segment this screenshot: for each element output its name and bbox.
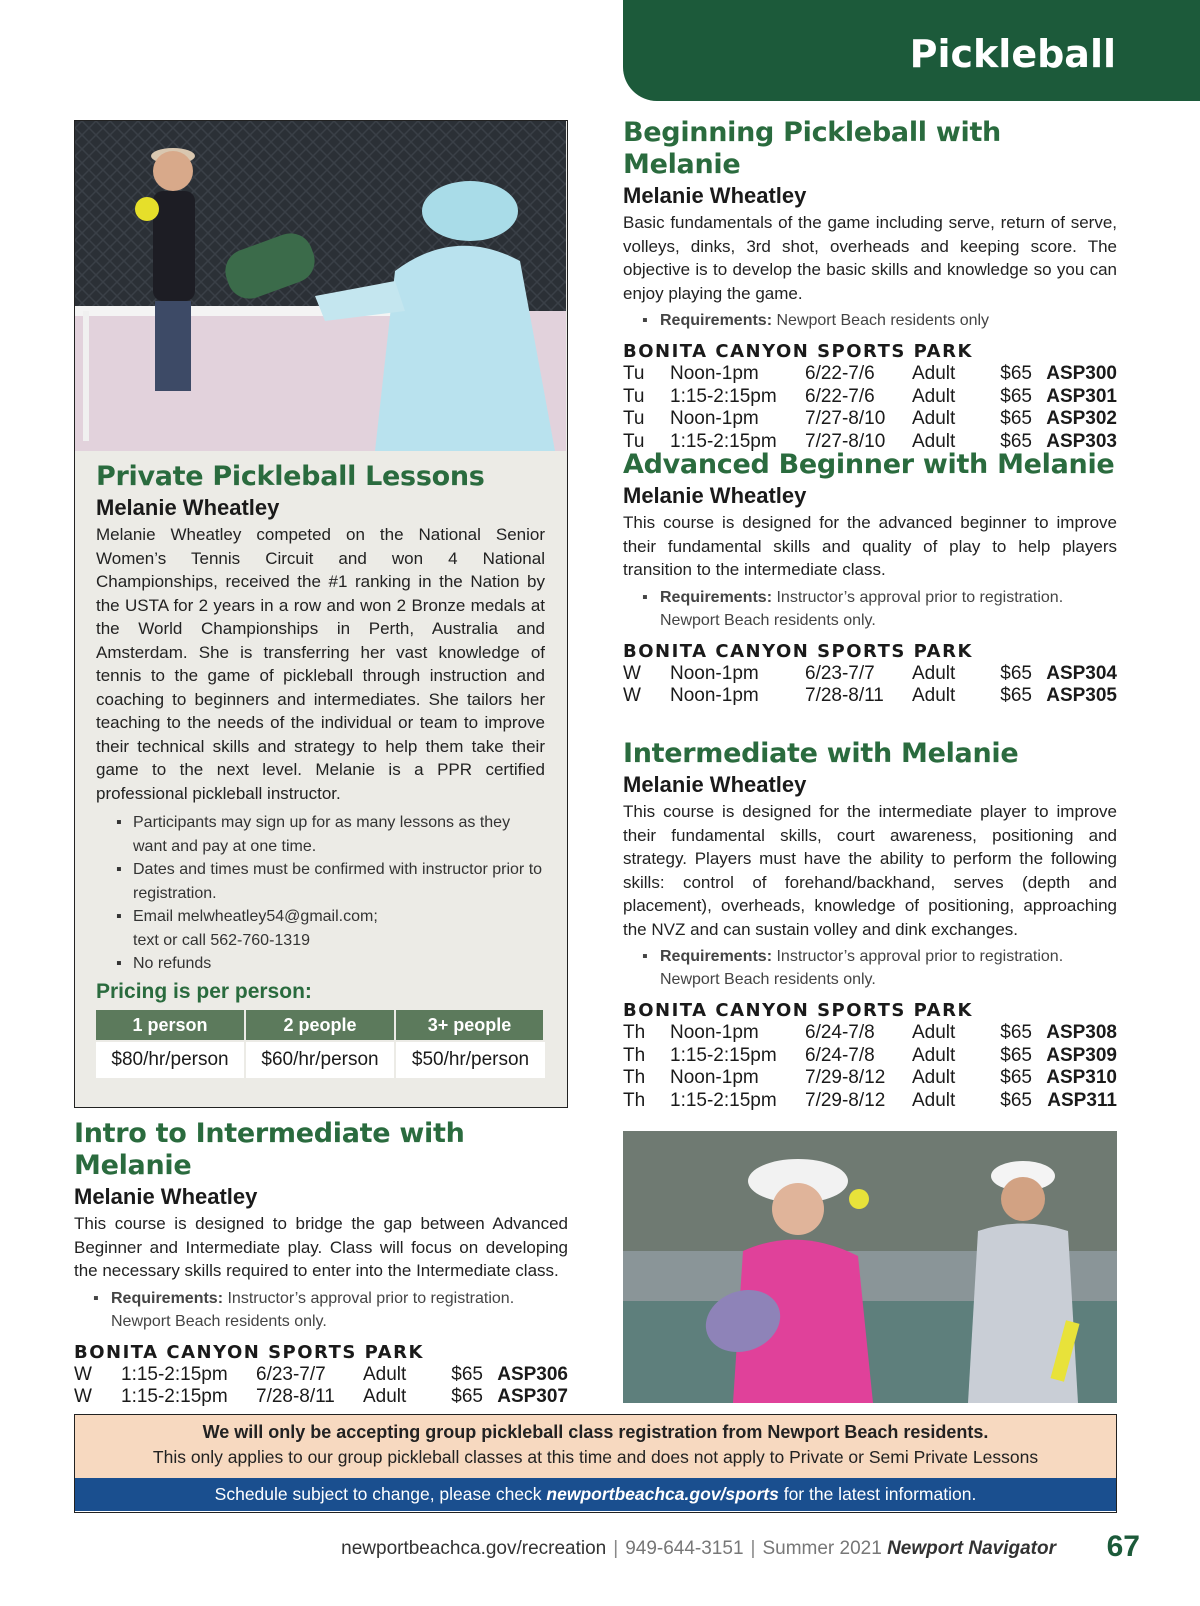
pricing-value: $60/hr/person (246, 1042, 396, 1078)
schedule-row (623, 408, 1117, 431)
schedule-notice (75, 1478, 1116, 1511)
schedule-age: Adult (912, 408, 956, 429)
schedule-code: ASP303 (1046, 430, 1117, 452)
schedule-code: ASP309 (1046, 1044, 1117, 1066)
requirements-text: Instructor’s approval prior to registration. (776, 588, 1064, 606)
beginning-section (623, 117, 1117, 453)
schedule-time: 1:15-2:15pm (670, 1089, 777, 1111)
schedule-dates: 6/24-7/8 (805, 1022, 875, 1043)
schedule-dates: 6/22-7/6 (805, 363, 875, 384)
schedule-age: Adult (912, 685, 956, 706)
schedule-code: ASP305 (1046, 685, 1117, 706)
beginning-requirements (623, 309, 1117, 332)
schedule-row (74, 1386, 568, 1409)
schedule-dates: 7/27-8/10 (805, 430, 886, 452)
intermediate-description: This course is designed for the intermediate player to improve their fundamental skills, court awareness, positioning and strategy. Players must have the ability to perform the following skills: control of forehand/backhand, serves (depth and placement), overheads, knowledge of positioning, approaching the NVZ and can sustain volley and dink exchanges. (623, 802, 1117, 939)
schedule-price: $65 (1000, 385, 1032, 407)
schedule-time: 1:15-2:15pm (670, 430, 777, 452)
private-lessons-title: Private Pickleball Lessons (96, 461, 485, 492)
schedule-code: ASP308 (1046, 1022, 1117, 1043)
schedule-code: ASP301 (1046, 385, 1117, 407)
requirements-text-2: Newport Beach residents only. (660, 611, 876, 629)
pickleball-players-photo (75, 121, 566, 451)
advanced-beginner-description: This course is designed for the advanced beginner to improve their fundamental skills and quality of play to help players transition to the intermediate class. (623, 513, 1117, 579)
schedule-dates: 7/27-8/10 (805, 408, 886, 429)
beginning-instructor: Melanie Wheatley (623, 183, 807, 208)
requirements-label: Requirements: (660, 948, 773, 965)
intro-intermediate-title: Intro to Intermediate with Melanie (74, 1118, 465, 1181)
beginning-title: Beginning Pickleball with Melanie (623, 117, 1001, 180)
schedule-price: $65 (1000, 1067, 1032, 1088)
schedule-age: Adult (912, 430, 956, 452)
location-label: BONITA CANYON SPORTS PARK (623, 341, 973, 362)
schedule-day: Tu (623, 408, 645, 429)
intermediate-title: Intermediate with Melanie (623, 738, 1019, 769)
schedule-code: ASP311 (1047, 1089, 1117, 1111)
schedule-time: Noon-1pm (670, 662, 759, 684)
location-label: BONITA CANYON SPORTS PARK (623, 640, 973, 662)
schedule-price: $65 (1000, 1044, 1032, 1066)
schedule-day: Th (623, 1044, 646, 1066)
list-item: ▪ No refunds (96, 952, 545, 976)
schedule-price: $65 (1000, 685, 1032, 706)
footer-season: Summer 2021 (762, 1538, 882, 1559)
schedule-time: 1:15-2:15pm (121, 1386, 228, 1407)
schedule-price: $65 (1000, 430, 1032, 452)
schedule-table (623, 363, 1117, 453)
pricing-value: $50/hr/person (396, 1042, 545, 1078)
pricing-header: 2 people (246, 1010, 396, 1040)
schedule-row (623, 1045, 1117, 1068)
schedule-time: Noon-1pm (670, 685, 759, 706)
schedule-day: Tu (623, 363, 645, 384)
page-number: 67 (1106, 1530, 1140, 1563)
schedule-day: W (623, 662, 641, 684)
schedule-dates: 7/28-8/11 (256, 1386, 335, 1407)
schedule-dates: 6/22-7/6 (805, 385, 875, 407)
schedule-row (623, 1090, 1117, 1113)
schedule-price: $65 (1000, 363, 1032, 384)
advanced-beginner-requirements (623, 586, 1117, 632)
schedule-age: Adult (912, 662, 956, 684)
requirements-text-2: Newport Beach residents only. (111, 1312, 327, 1330)
schedule-time: 1:15-2:15pm (670, 1044, 777, 1066)
schedule-day: Th (623, 1089, 646, 1111)
schedule-day: Tu (623, 430, 645, 452)
schedule-age: Adult (912, 1089, 956, 1111)
schedule-age: Adult (912, 1067, 956, 1088)
schedule-age: Adult (912, 363, 956, 384)
pricing-table (96, 1010, 545, 1078)
intro-intermediate-instructor: Melanie Wheatley (74, 1184, 258, 1209)
schedule-day: W (74, 1363, 92, 1385)
intermediate-section (623, 738, 1117, 1112)
schedule-row (623, 1022, 1117, 1045)
schedule-time: 1:15-2:15pm (121, 1363, 228, 1385)
residents-notice-line1: We will only be accepting group pickleball class registration from Newport Beach residents. (202, 1422, 989, 1442)
schedule-time: Noon-1pm (670, 1067, 759, 1088)
list-item (96, 905, 545, 952)
schedule-price: $65 (1000, 408, 1032, 429)
schedule-code: ASP307 (497, 1386, 568, 1407)
schedule-notice-post: for the latest information. (778, 1484, 977, 1504)
residents-notice-banner (74, 1414, 1117, 1513)
schedule-age: Adult (912, 1044, 956, 1066)
footer-url[interactable]: newportbeachca.gov/recreation (341, 1538, 607, 1559)
schedule-dates: 7/29-8/12 (805, 1067, 886, 1088)
section-title: Pickleball (909, 32, 1116, 76)
requirements-text: Newport Beach residents only (776, 312, 990, 329)
pricing-header: 3+ people (396, 1010, 545, 1040)
schedule-table (623, 663, 1117, 708)
private-lessons-instructor: Melanie Wheatley (96, 495, 280, 520)
beginning-description: Basic fundamentals of the game including serve, return of serve, volleys, dinks, 3rd shot, overheads and keeping score. The objective is to develop the basic skills and knowledge so you can enjoy playing the game. (623, 213, 1117, 303)
schedule-age: Adult (912, 385, 956, 407)
schedule-dates: 6/24-7/8 (805, 1044, 875, 1066)
requirements-label: Requirements: (111, 1289, 224, 1307)
schedule-price: $65 (1000, 1022, 1032, 1043)
schedule-code: ASP302 (1046, 408, 1117, 429)
schedule-day: W (74, 1386, 92, 1407)
footer-line: newportbeachca.gov/recreation | 949-644-3151 | Summer 2021 Newport Navigator (341, 1538, 1056, 1559)
intro-intermediate-section (74, 1118, 568, 1409)
schedule-age: Adult (912, 1022, 956, 1043)
list-item: ▪ Dates and times must be confirmed with instructor prior to registration. (96, 858, 545, 905)
schedule-price: $65 (1000, 662, 1032, 684)
schedule-time: Noon-1pm (670, 1022, 759, 1043)
residents-notice-line2: This only applies to our group pickleball classes at this time and does not apply to Private or Semi Private Lessons (152, 1447, 1039, 1467)
requirements-label: Requirements: (660, 588, 773, 606)
pickleball-players-photo-2 (623, 1131, 1117, 1403)
residents-notice (75, 1415, 1116, 1478)
email-contact[interactable]: Email melwheatley54@gmail.com; (133, 908, 378, 925)
schedule-age: Adult (363, 1386, 407, 1407)
intro-intermediate-requirements (74, 1287, 568, 1333)
schedule-row (623, 386, 1117, 409)
private-lessons-box (74, 120, 568, 1108)
schedule-code: ASP310 (1046, 1067, 1117, 1088)
intermediate-instructor: Melanie Wheatley (623, 772, 807, 797)
schedule-day: Th (623, 1022, 646, 1043)
advanced-beginner-section (623, 449, 1117, 708)
schedule-time: Noon-1pm (670, 363, 759, 384)
schedule-row (74, 1364, 568, 1387)
requirements-label: Requirements: (660, 312, 773, 329)
schedule-dates: 7/28-8/11 (805, 685, 884, 706)
private-lessons-content (96, 461, 545, 1078)
list-item: ▪ Participants may sign up for as many lessons as they want and pay at one time. (96, 811, 545, 858)
pricing-title: Pricing is per person: (96, 979, 312, 1003)
page-footer (260, 1530, 1140, 1570)
location-label: BONITA CANYON SPORTS PARK (623, 1000, 973, 1021)
schedule-code: ASP304 (1046, 662, 1117, 684)
schedule-row (623, 685, 1117, 708)
schedule-row (623, 663, 1117, 686)
schedule-day: Th (623, 1067, 646, 1088)
schedule-price: $65 (1000, 1089, 1032, 1111)
schedule-table (623, 1022, 1117, 1112)
schedule-code: ASP300 (1046, 363, 1117, 384)
pricing-value: $80/hr/person (96, 1042, 246, 1078)
schedule-row (623, 363, 1117, 386)
phone-contact: text or call 562-760-1319 (133, 931, 310, 949)
schedule-age: Adult (363, 1363, 407, 1385)
requirements-text: Instructor’s approval prior to registration. (776, 948, 1064, 965)
schedule-row (623, 1067, 1117, 1090)
schedule-day: Tu (623, 385, 645, 407)
schedule-price: $65 (451, 1386, 483, 1407)
schedule-table (74, 1364, 568, 1409)
advanced-beginner-instructor: Melanie Wheatley (623, 483, 807, 508)
schedule-day: W (623, 685, 641, 706)
sports-link[interactable]: newportbeachca.gov/sports (546, 1484, 779, 1504)
location-label: BONITA CANYON SPORTS PARK (74, 1341, 424, 1363)
schedule-code: ASP306 (497, 1363, 568, 1385)
footer-publication: Newport Navigator (887, 1538, 1056, 1559)
intermediate-requirements (623, 945, 1117, 991)
schedule-price: $65 (451, 1363, 483, 1385)
requirements-text-2: Newport Beach residents only. (660, 971, 876, 988)
schedule-time: Noon-1pm (670, 408, 759, 429)
footer-phone: 949-644-3151 (625, 1538, 744, 1559)
schedule-dates: 6/23-7/7 (256, 1363, 326, 1385)
schedule-dates: 7/29-8/12 (805, 1089, 886, 1111)
section-header-tab (623, 0, 1200, 101)
schedule-notice-pre: Schedule subject to change, please check (214, 1484, 547, 1504)
schedule-dates: 6/23-7/7 (805, 662, 875, 684)
private-lessons-bullets (96, 811, 545, 976)
advanced-beginner-title: Advanced Beginner with Melanie (623, 449, 1115, 480)
pricing-header: 1 person (96, 1010, 246, 1040)
intro-intermediate-description: This course is designed to bridge the gap between Advanced Beginner and Intermediate play. Class will focus on developing the necessary skills required to enter into the Intermediate class. (74, 1214, 568, 1280)
schedule-time: 1:15-2:15pm (670, 385, 777, 407)
requirements-text: Instructor’s approval prior to registration. (227, 1289, 515, 1307)
private-lessons-description: Melanie Wheatley competed on the National Senior Women’s Tennis Circuit and won 4 National Championships, received the #1 ranking in the Nation by the USTA for 2 years in a row and won 2 Bronze medals at the World Championships in Perth, Australia and Amsterdam. She is transferring her vast knowledge of tennis to the game of pickleball through instruction and coaching to beginners and intermediates. She tailors her teaching to the needs of the individual or team to improve their technical skills and strategy to help them take their game to the next level. Melanie is a PPR certified professional pickleball instructor. (96, 525, 545, 803)
